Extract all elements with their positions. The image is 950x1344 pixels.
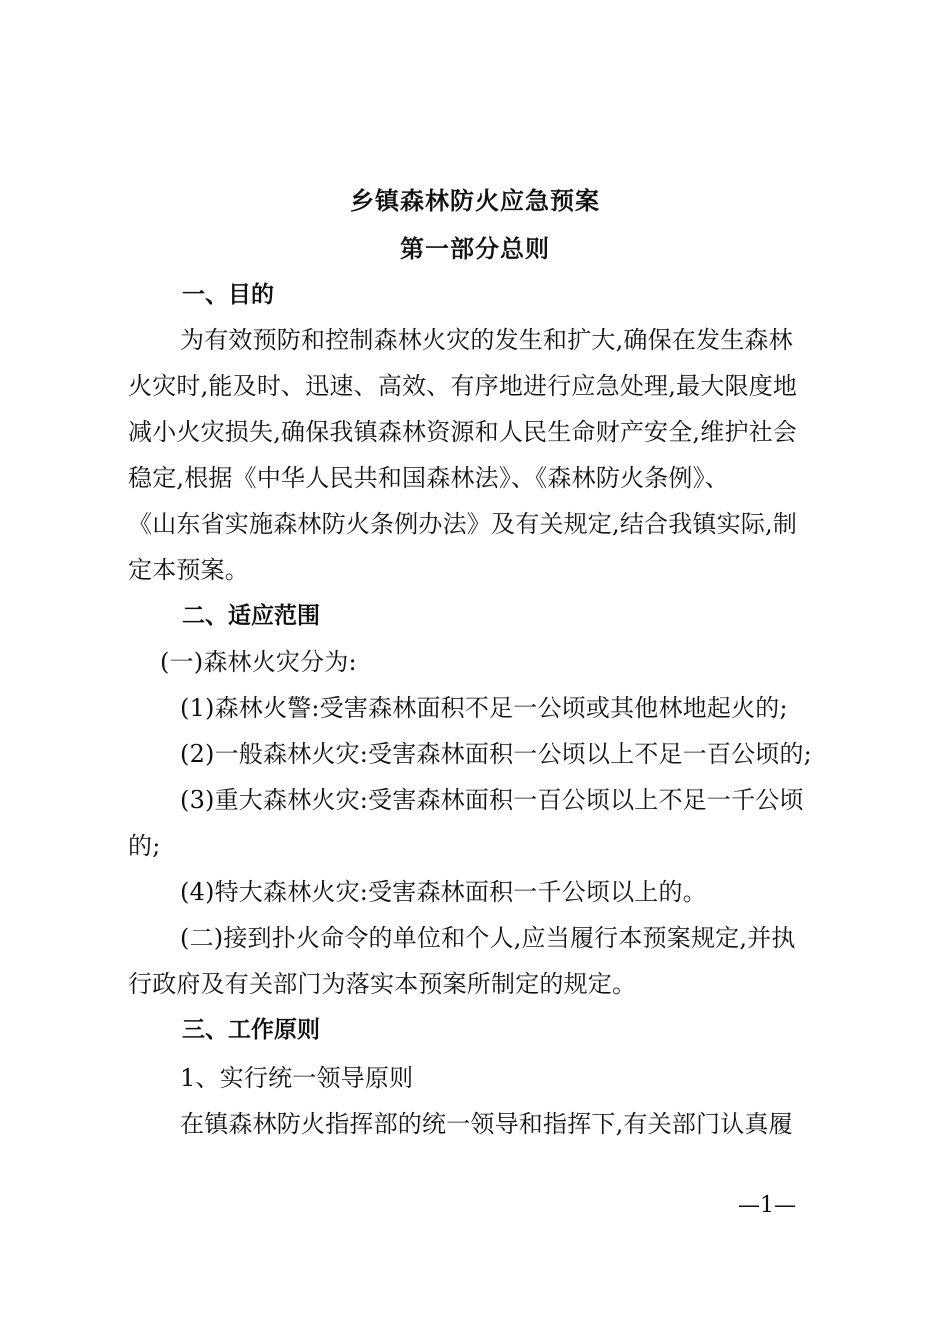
part-title: 第一部分总则 (400, 235, 550, 263)
list-item-continuation: 的; (128, 832, 161, 860)
principle-item: 1、实行统一领导原则 (180, 1064, 414, 1092)
page-number: —1— (738, 1193, 796, 1218)
paragraph-line: 《山东省实施森林防火条例办法》及有关规定,结合我镇实际,制 (128, 510, 798, 538)
paragraph-line: 为有效预防和控制森林火灾的发生和扩大,确保在发生森林 (180, 326, 793, 354)
list-item: (二)接到扑火命令的单位和个人,应当履行本预案规定,并执 (180, 924, 796, 952)
list-item-continuation: 行政府及有关部门为落实本预案所制定的规定。 (128, 970, 637, 998)
paragraph-line: 稳定,根据《中华人民共和国森林法》、《森林防火条例》、 (128, 464, 730, 492)
paragraph-line: 定本预案。 (128, 556, 249, 584)
list-item: (1)森林火警:受害森林面积不足一公顷或其他林地起火的; (180, 694, 788, 722)
document-title: 乡镇森林防火应急预案 (350, 187, 600, 215)
paragraph-line: 在镇森林防火指挥部的统一领导和指挥下,有关部门认真履 (180, 1110, 793, 1138)
section-heading-principles: 三、工作原则 (182, 1017, 320, 1043)
section-heading-purpose: 一、目的 (182, 282, 274, 308)
list-item: (2)一般森林火灾:受害森林面积一公顷以上不足一百公顷的; (180, 740, 812, 768)
section-heading-scope: 二、适应范围 (182, 603, 320, 629)
list-item: (3)重大森林火灾:受害森林面积一百公顷以上不足一千公顷 (180, 786, 804, 814)
paragraph-line: 减小火灾损失,确保我镇森林资源和人民生命财产安全,维护社会 (128, 418, 798, 446)
list-item: (一)森林火灾分为: (160, 648, 357, 676)
list-item: (4)特大森林火灾:受害森林面积一千公顷以上的。 (180, 878, 707, 906)
paragraph-line: 火灾时,能及时、迅速、高效、有序地进行应急处理,最大限度地 (128, 372, 798, 400)
